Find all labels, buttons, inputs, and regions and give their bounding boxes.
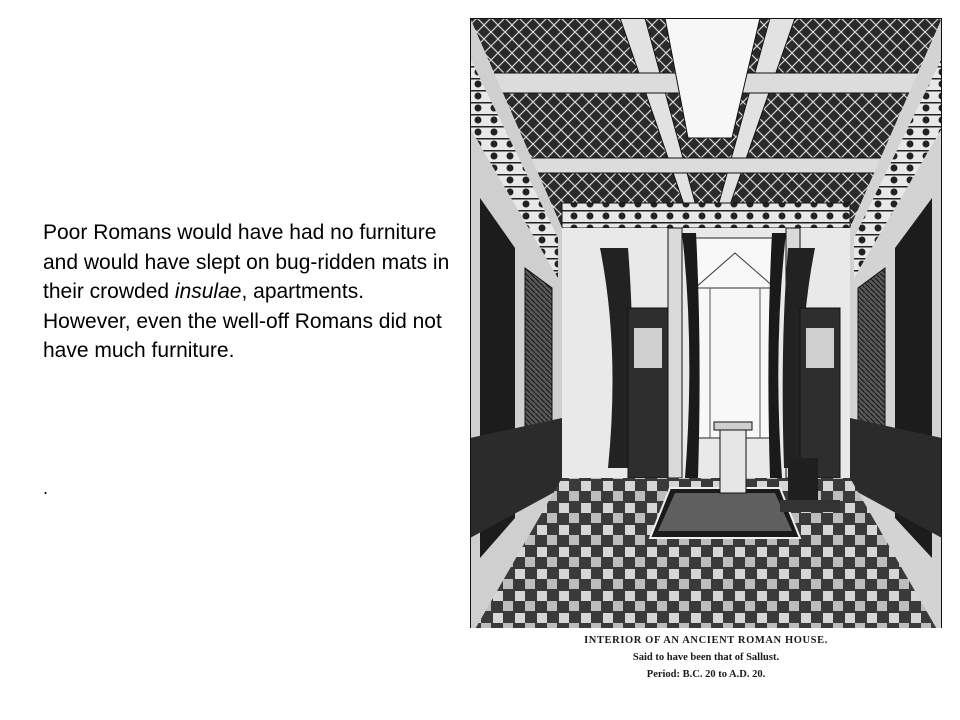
trailing-dot: . (43, 478, 49, 498)
paragraph-text-start: Poor Romans would have had no furniture and would have slept on bug-ridden mats in their crowded (43, 221, 450, 303)
paragraph-italic-term: insulae (174, 280, 242, 303)
roman-house-engraving (470, 18, 942, 694)
caption-period: Period: B.C. 20 to A.D. 20. (646, 669, 766, 680)
image-caption (470, 628, 942, 694)
caption-title: INTERIOR OF AN ANCIENT ROMAN HOUSE. (584, 635, 828, 646)
paragraph-text-end: , apartments. However, even the well-off Romans did not have much furniture. (43, 280, 442, 362)
caption-subtitle: Said to have been that of Sallust. (632, 652, 780, 663)
body-paragraph (43, 218, 453, 366)
engraving-illustration (470, 18, 942, 694)
